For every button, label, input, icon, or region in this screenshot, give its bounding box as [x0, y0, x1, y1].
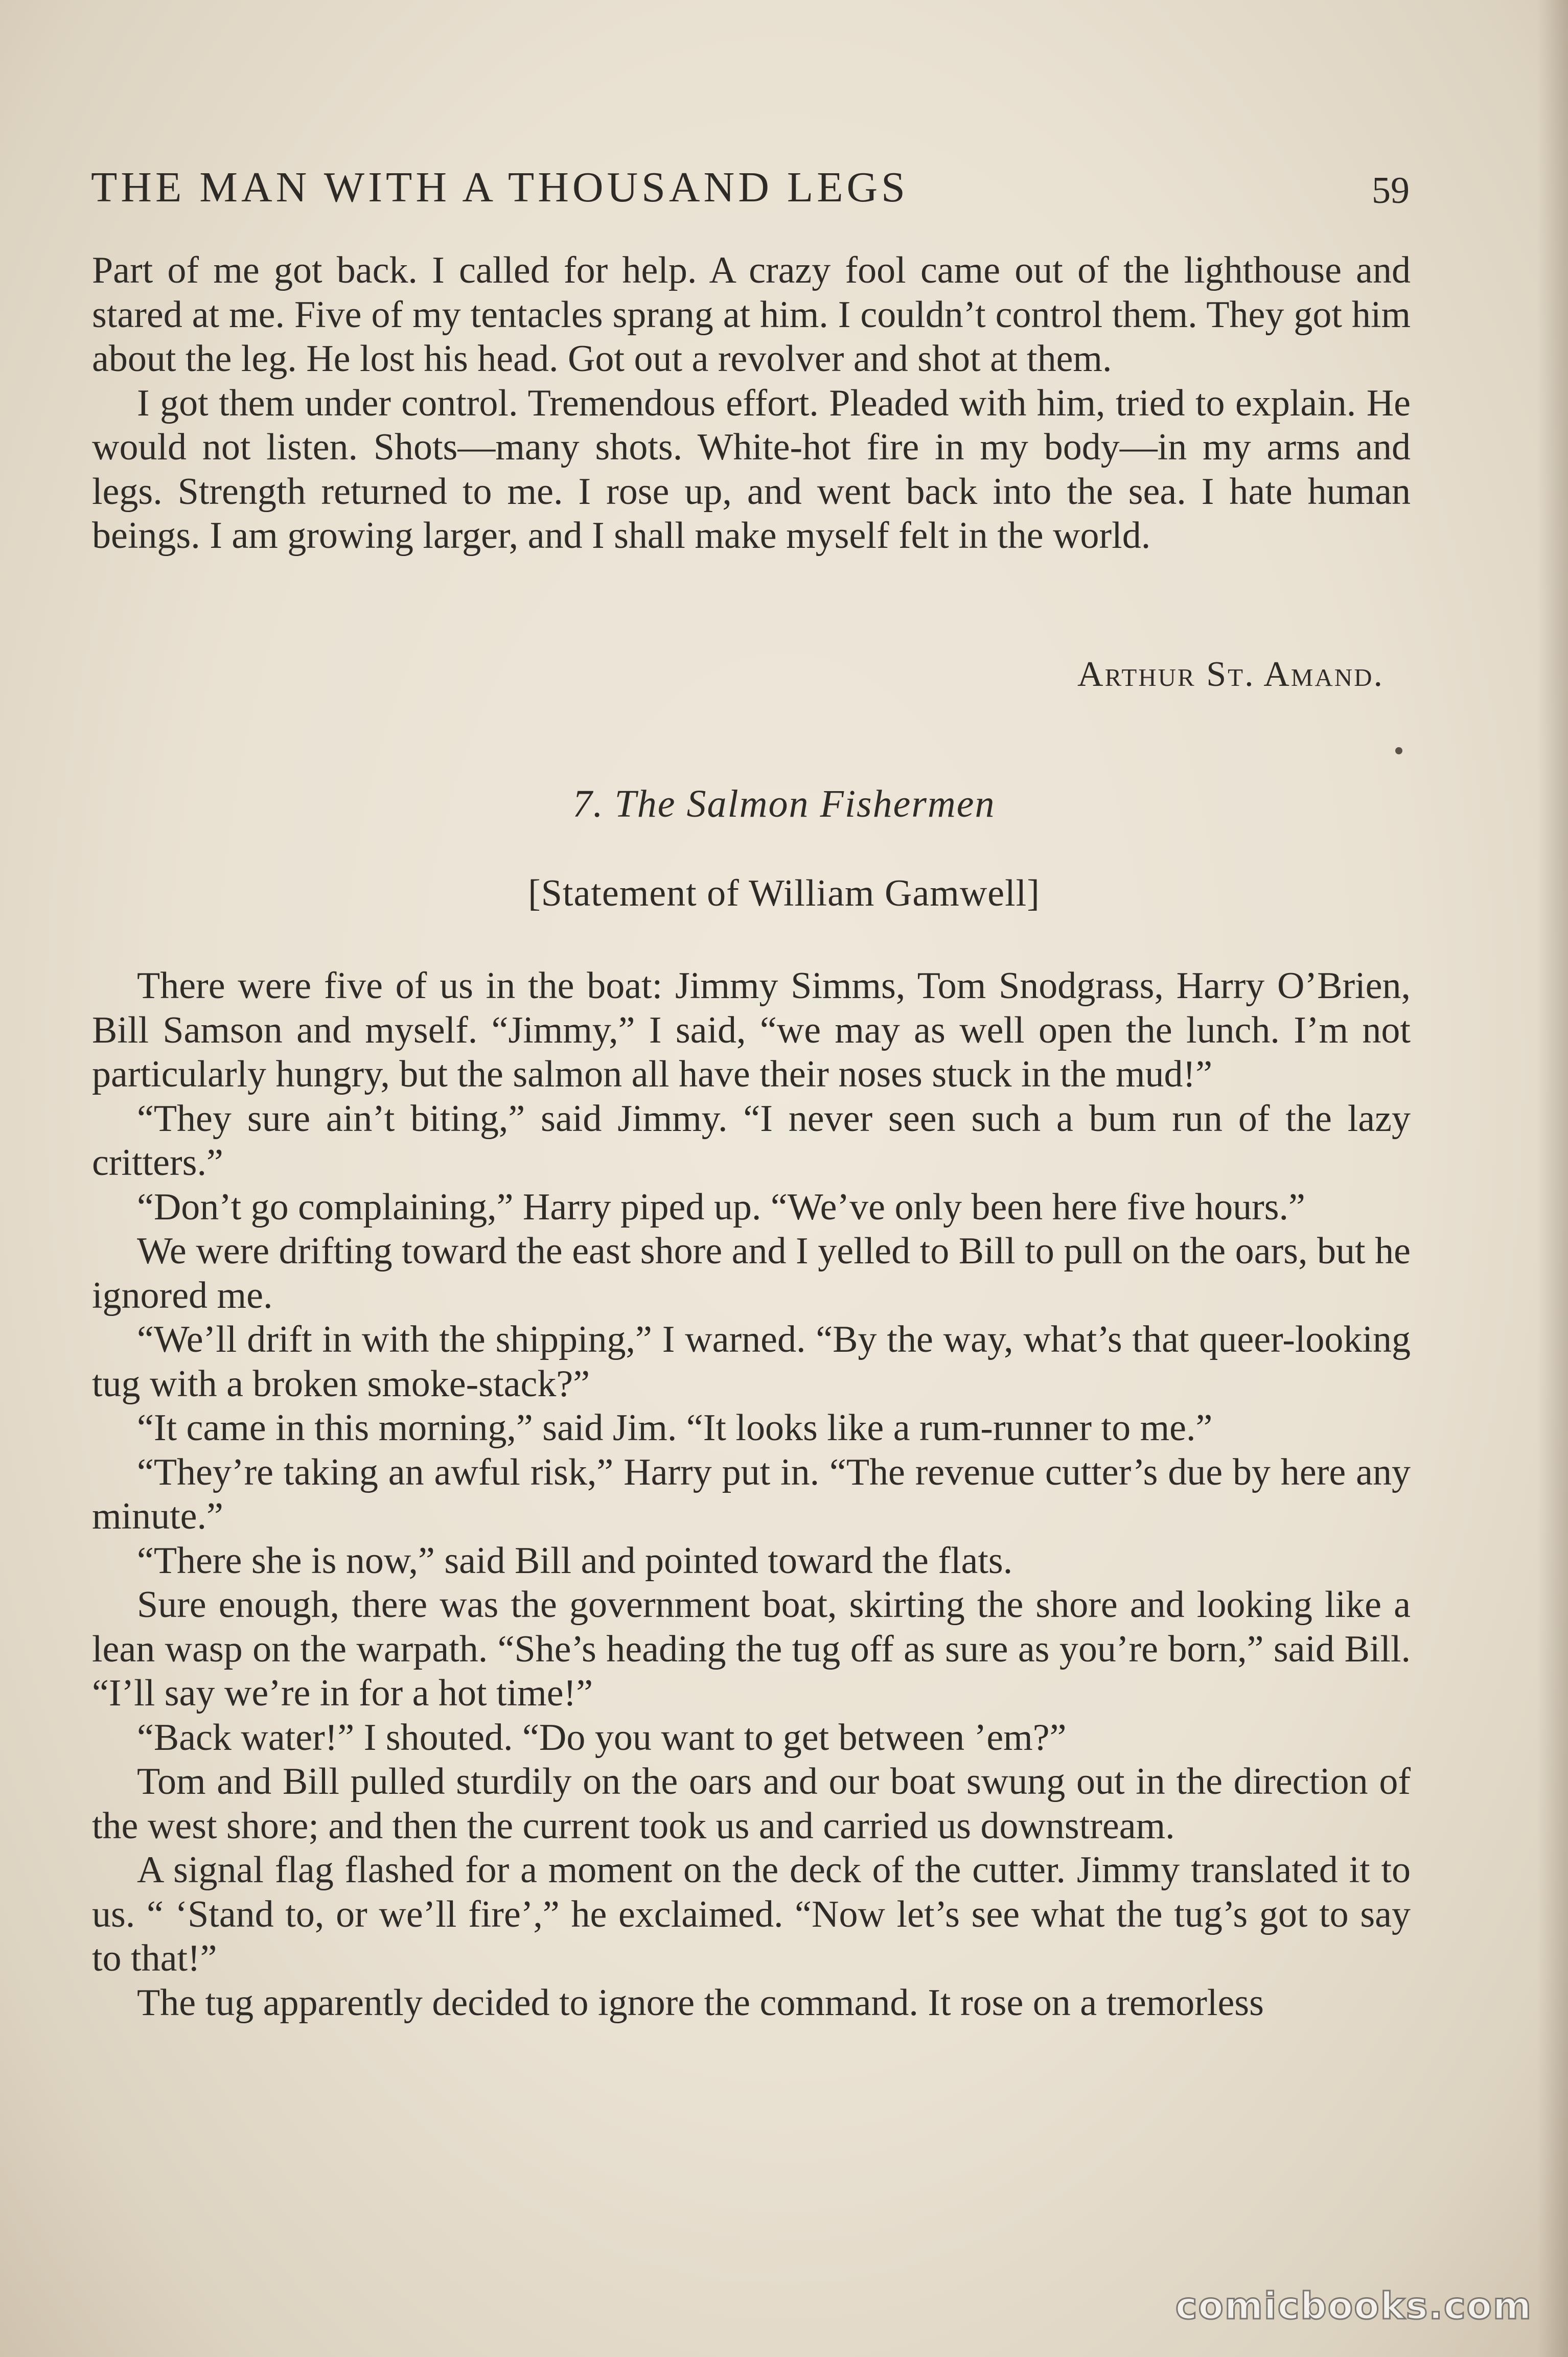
paragraph: “Don’t go complaining,” Harry piped up. “We’ve only been here five hours.” — [137, 1186, 1305, 1228]
story-text — [92, 964, 1411, 2025]
paragraph: Part of me got back. I called for help. A crazy fool came out of the lighthouse and stared at me. Five of my tentacles sprang at him. I couldn’t control them. They got him about the leg. He lost his head. Got out a revolver and shot at them. — [92, 249, 1411, 380]
paragraph: “There she is now,” said Bill and pointed toward the flats. — [137, 1539, 1013, 1582]
section-one-text — [92, 248, 1411, 558]
page-edge-shadow — [1537, 0, 1568, 2357]
page-number: 59 — [1372, 170, 1410, 212]
paragraph: I got them under control. Tremendous effort. Pleaded with him, tried to explain. He would not listen. Shots—many shots. White-hot fire in my body—in my arms and legs. Strength returned to me. I rose up, and went back into the sea. I hate human beings. I am growing larger, and I shall make myself felt in the world. — [92, 382, 1411, 557]
statement-heading: [Statement of William Gamwell] — [528, 872, 1040, 914]
paragraph: “We’ll drift in with the shipping,” I warned. “By the way, what’s that queer-looking tug with a broken smoke-stack?” — [92, 1319, 1411, 1405]
paragraph: “They sure ain’t biting,” said Jimmy. “I never seen such a bum run of the lazy critters.” — [92, 1097, 1411, 1184]
ink-speck — [1395, 747, 1402, 754]
paragraph: “It came in this morning,” said Jim. “It looks like a rum-runner to me.” — [137, 1407, 1213, 1449]
author-signature: Arthur St. Amand. — [1077, 655, 1384, 694]
paragraph: “They’re taking an awful risk,” Harry put in. “The revenue cutter’s due by here any minute.” — [92, 1451, 1411, 1537]
paragraph: The tug apparently decided to ignore the command. It rose on a tremorless — [137, 1981, 1264, 2024]
paragraph: There were five of us in the boat: Jimmy Simms, Tom Snodgrass, Harry O’Brien, Bill Samson and myself. “Jimmy,” I said, “we may as well open the lunch. I’m not particularly hungry, but the salmon all have their noses stuck in the mud!” — [92, 965, 1411, 1095]
running-head — [91, 159, 1410, 216]
chapter-heading: 7. The Salmon Fishermen — [572, 782, 996, 825]
paragraph: A signal flag flashed for a moment on the deck of the cutter. Jimmy translated it to us. “ ‘Stand to, or we’ll fire’,” he exclaimed. “Now let’s see what the tug’s got to say to that!” — [92, 1849, 1411, 1979]
paragraph: Tom and Bill pulled sturdily on the oars and our boat swung out in the direction of the west shore; and then the current took us and carried us downstream. — [92, 1761, 1411, 1847]
watermark: comicbooks.com — [1175, 2284, 1532, 2327]
paragraph: “Back water!” I shouted. “Do you want to get between ’em?” — [137, 1716, 1067, 1759]
paragraph: Sure enough, there was the government boat, skirting the shore and looking like a lean wasp on the warpath. “She’s heading the tug off as sure as you’re born,” said Bill. “I’ll say we’re in for a hot time!” — [92, 1584, 1411, 1714]
paragraph: We were drifting toward the east shore and I yelled to Bill to pull on the oars, but he ignored me. — [92, 1230, 1411, 1316]
running-title: THE MAN WITH A THOUSAND LEGS — [91, 164, 909, 211]
